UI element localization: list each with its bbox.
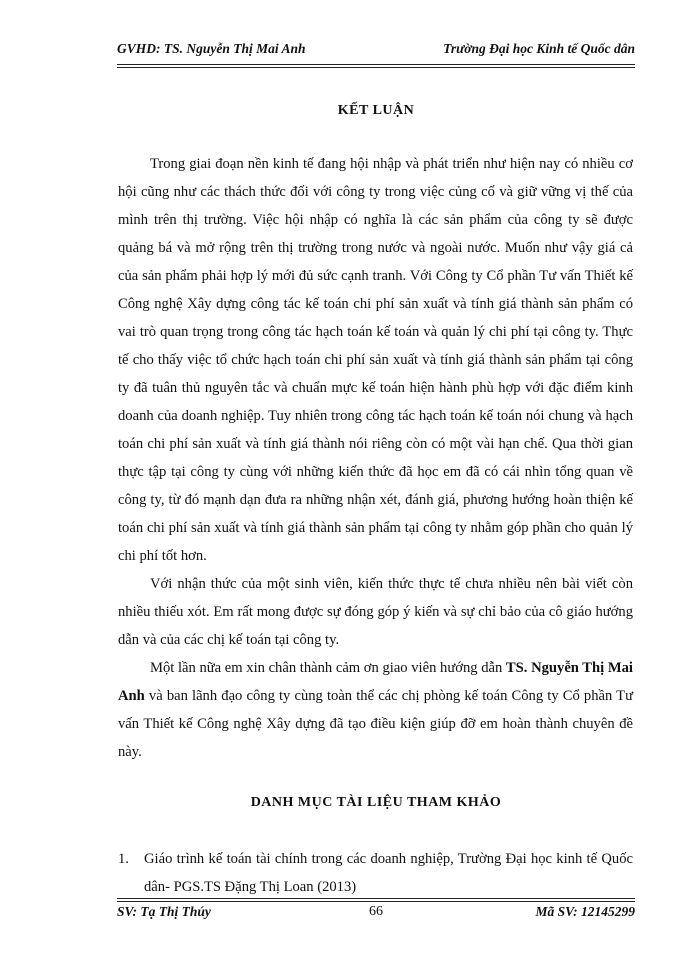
conclusion-paragraph-3 — [118, 654, 633, 766]
page-footer — [117, 904, 635, 924]
conclusion-paragraph-1: Trong giai đoạn nền kinh tế đang hội nhập và phát triển như hiện nay có nhiều cơ hội cũng như các thách thức đối với công ty trong việc củng cố và giữ vững vị thế của mình trên thị trường. Việc hội nhập có nghĩa là các sản phẩm của công ty sẽ được quảng bá và mở rộng trên thị trường trong nước và ngoài nước. Muốn như vậy giá cả của sản phẩm phải hợp lý mới đủ sức cạnh tranh. Với Công ty Cổ phần Tư vấn Thiết kế Công nghệ Xây dựng công tác kế toán chi phí sản xuất và tính giá thành sản phẩm có vai trò quan trọng trong công tác hạch toán kế toán và quản lý chi phí tại công ty. Thực tế cho thấy việc tổ chức hạch toán chi phí sản xuất và tính giá thành sản phẩm tại công ty đã tuân thủ nguyên tắc và chuẩn mực kế toán hiện hành phù hợp với đặc điểm kinh doanh của doanh nghiệp. Tuy nhiên trong công tác hạch toán kế toán nói chung và hạch toán chi phí sản xuất và tính giá thành nói riêng còn có một vài hạn chế. Qua thời gian thực tập tại công ty cùng với những kiến thức đã học em đã có cái nhìn tổng quan về công ty, từ đó mạnh dạn đưa ra những nhận xét, đánh giá, phương hướng hoàn thiện kế toán chi phí sản xuất và tính giá thành sản phẩm tại công ty nhằm góp phần cho quản lý chi phí tốt hơn. — [118, 156, 633, 564]
header-divider — [117, 64, 635, 68]
references-title: DANH MỤC TÀI LIỆU THAM KHẢO — [250, 795, 502, 810]
header-university: Trường Đại học Kinh tế Quốc dân — [443, 41, 635, 56]
paragraph-3-rest: và ban lãnh đạo công ty cùng toàn thể các chị phòng kế toán Công ty Cổ phần Tư vấn Thiết kế Công nghệ Xây dựng đã tạo điều kiện giúp đỡ em hoàn thành chuyên đề này. — [118, 688, 633, 760]
conclusion-paragraph-2: Với nhận thức của một sinh viên, kiến thức thực tế chưa nhiều nên bài viết còn nhiều thiếu xót. Em rất mong được sự đóng góp ý kiến và sự chỉ bảo của cô giáo hướng dẫn và của các chị kế toán tại công ty. — [118, 576, 633, 648]
reference-item — [118, 845, 633, 901]
footer-divider — [117, 898, 635, 902]
footer-student-id: Mã SV: 12145299 — [535, 904, 635, 919]
reference-number: 1. — [118, 851, 129, 867]
supervisor-name: TS. Nguyễn Thị Mai Anh — [118, 660, 633, 704]
paragraph-3-intro: Một lần nữa em xin chân thành cảm ơn giao viên hướng dẫn — [150, 660, 506, 676]
conclusion-body — [118, 150, 633, 766]
page-number: 66 — [369, 904, 383, 919]
reference-text: Giáo trình kế toán tài chính trong các doanh nghiệp, Trường Đại học kinh tế Quốc dân- PGS.TS Đặng Thị Loan (2013) — [144, 851, 633, 895]
conclusion-title: KẾT LUẬN — [337, 103, 415, 118]
header-supervisor: GVHD: TS. Nguyễn Thị Mai Anh — [117, 41, 306, 56]
footer-student: SV: Tạ Thị Thúy — [117, 904, 211, 919]
references-list — [118, 845, 633, 901]
page-header — [117, 41, 635, 61]
